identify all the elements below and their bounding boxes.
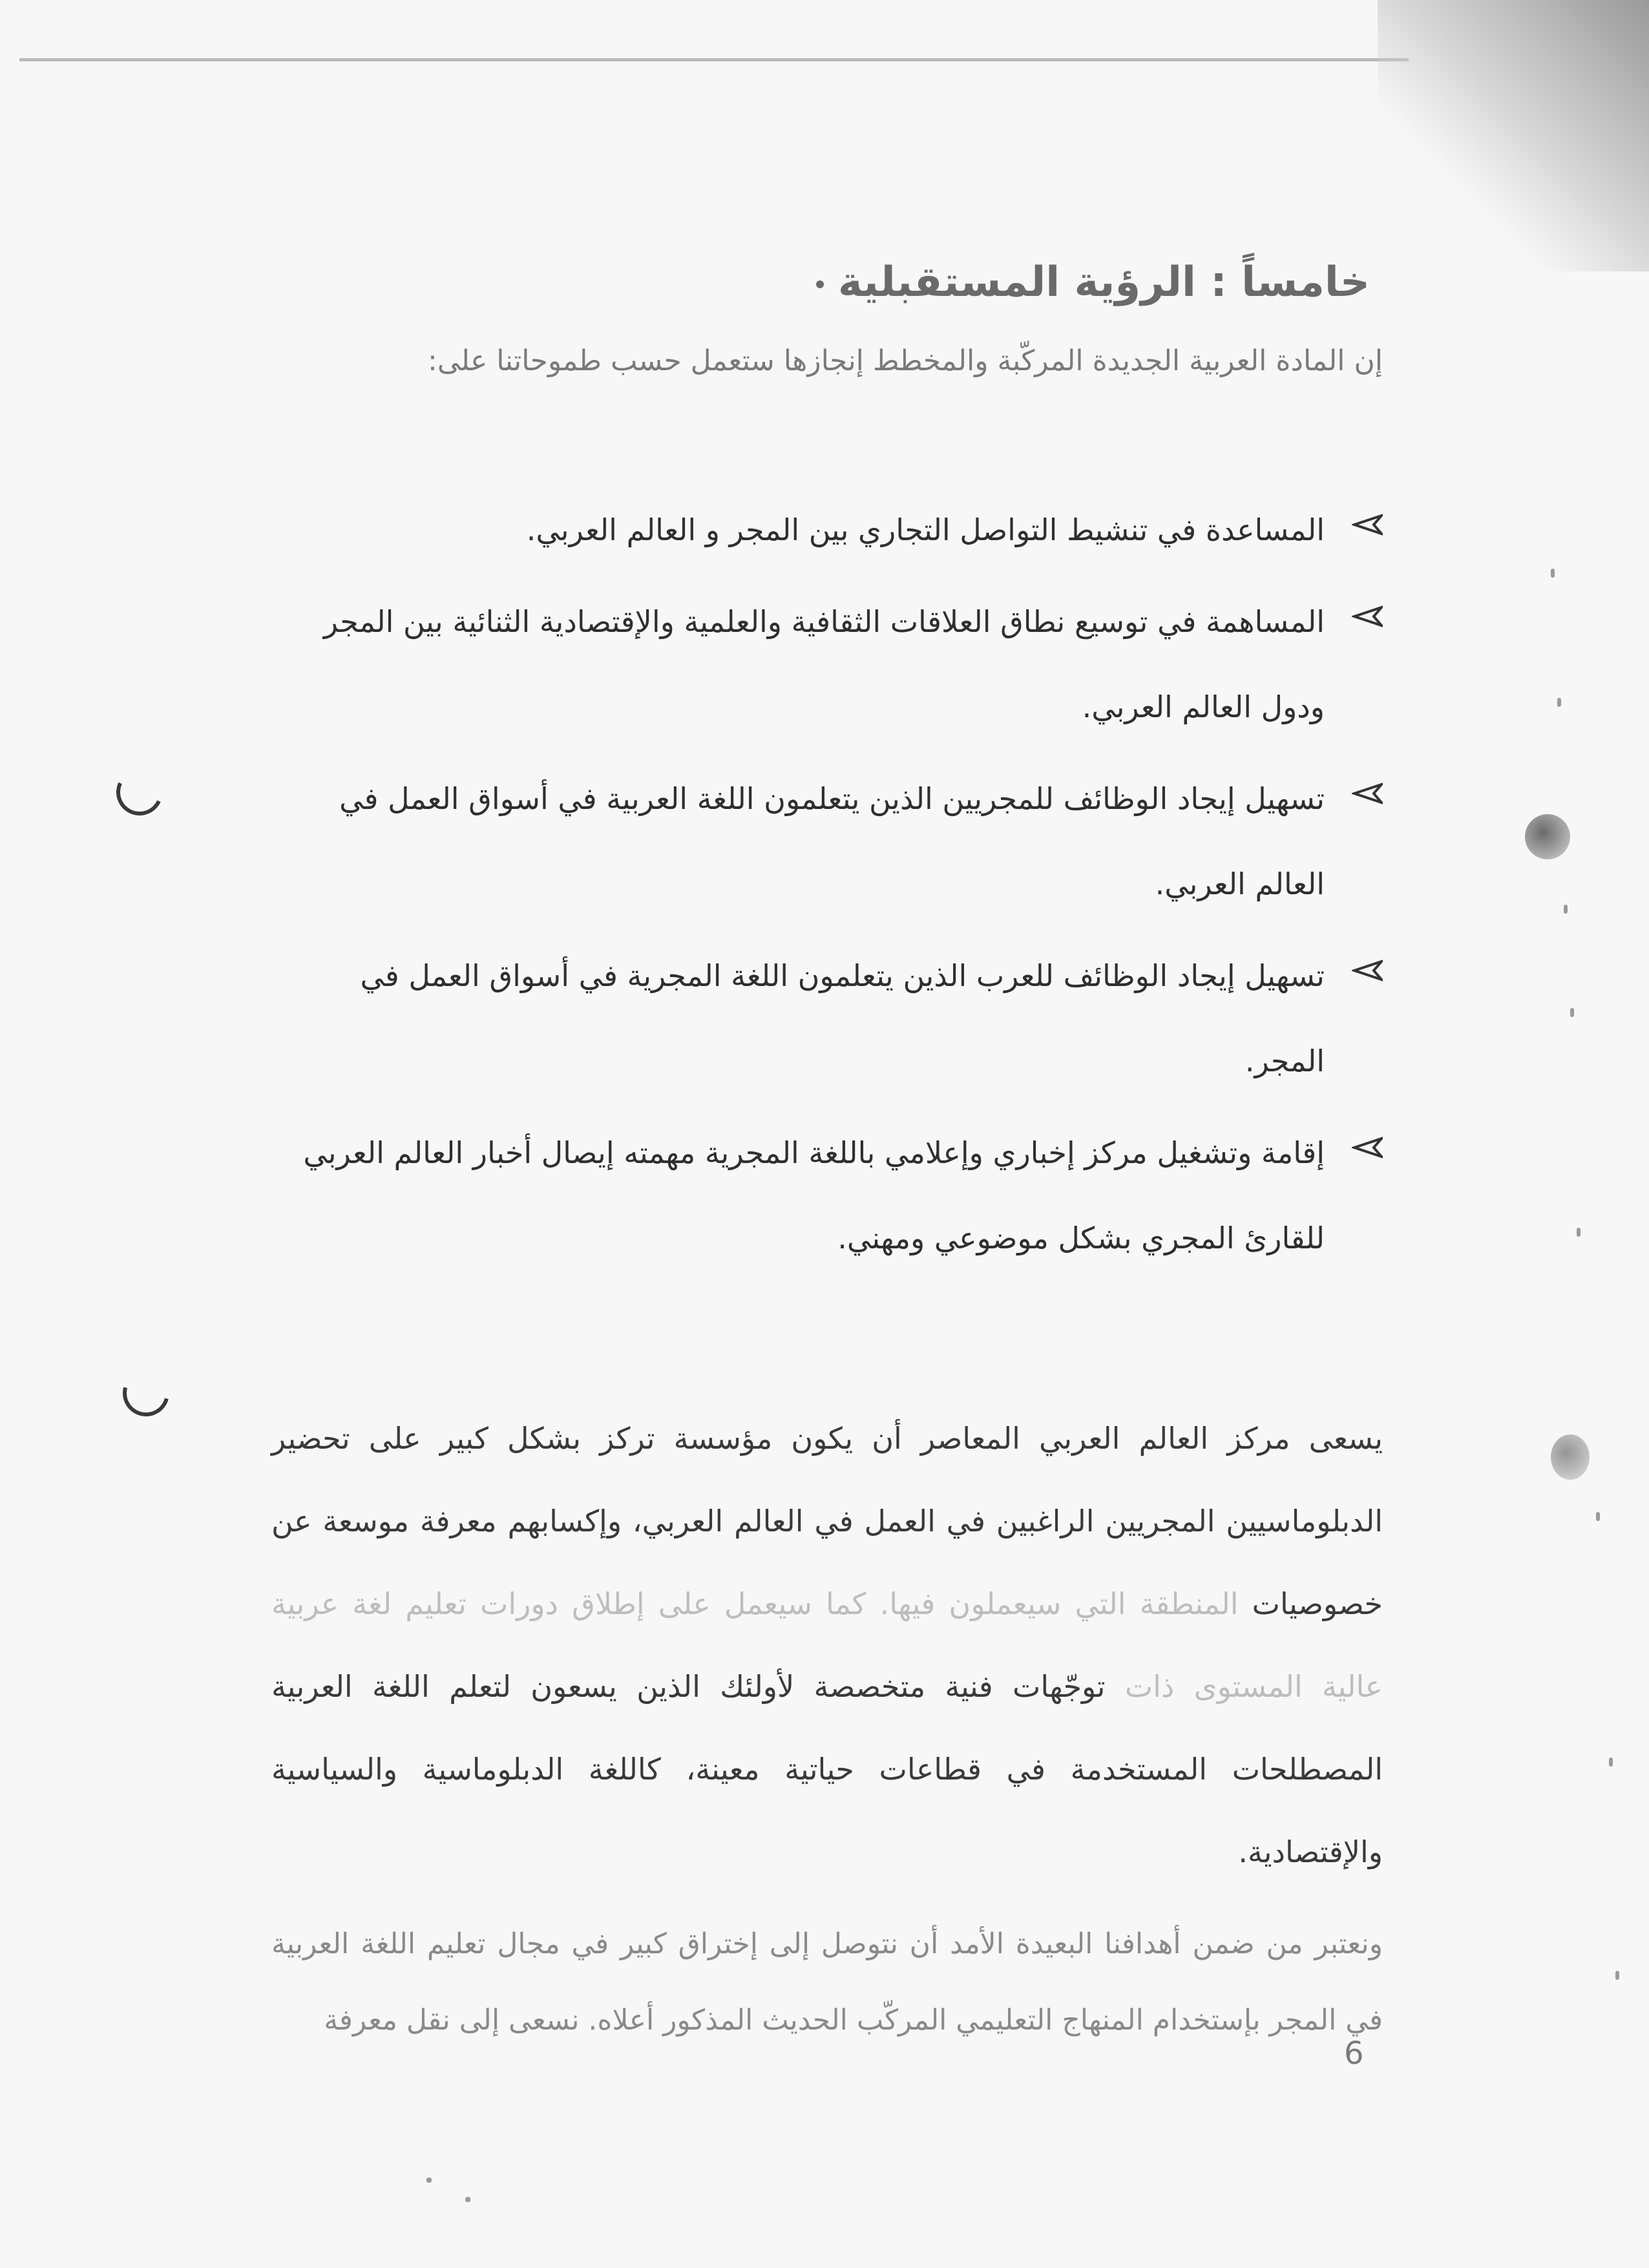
- binder-hole-mark: [114, 1361, 178, 1425]
- body-paragraph: ونعتبر من ضمن أهدافنا البعيدة الأمد أن نتوصل إلى إختراق كبير في مجال تعليم اللغة العربية في المجر بإستخدام المنهاج التعليمي المركّب الحديث المذكور أعلاه. نسعى إلى نقل معرفة: [271, 1927, 1383, 2037]
- objective-text: تسهيل إيجاد الوظائف للعرب الذين يتعلمون اللغة المجرية في أسواق العمل في المجر.: [360, 958, 1325, 1078]
- scan-speck: [465, 2197, 470, 2202]
- page-number: 6: [1344, 2035, 1364, 2072]
- body-paragraph: [271, 1397, 1383, 1893]
- heading-bullet-icon: [816, 280, 824, 288]
- scan-speck: [1570, 1008, 1574, 1017]
- top-rule: [19, 58, 1409, 61]
- objective-text: تسهيل إيجاد الوظائف للمجريين الذين يتعلمون اللغة العربية في أسواق العمل في العالم العربي.: [339, 781, 1325, 901]
- paragraph-text: يسعى مركز العالم العربي المعاصر أن يكون مؤسسة تركز بشكل كبير على تحضير الدبلوماسيين المجريين الراغبين في العمل في العالم العربي، وإكسابهم معرفة موسعة عن خصوصيات: [271, 1421, 1383, 1621]
- scan-speck: [1557, 698, 1561, 707]
- objective-text: إقامة وتشغيل مركز إخباري وإعلامي باللغة المجرية مهمته إيصال أخبار العالم العربي للقارئ المجري بشكل موضوعي ومهني.: [303, 1135, 1325, 1255]
- scan-speck: [426, 2178, 432, 2183]
- objective-text: المساهمة في توسيع نطاق العلاقات الثقافية والعلمية والإقتصادية الثنائية بين المجر ودول العالم العربي.: [323, 604, 1325, 724]
- faded-text: المنطقة التي سيعملون فيها. كما سيعمل على إطلاق دورات تعليم لغة عربية عالية المستوى ذات: [271, 1586, 1383, 1704]
- list-item: [271, 756, 1383, 927]
- folded-corner-shadow: [1378, 0, 1649, 271]
- heading-text: خامساً : الرؤية المستقبلية: [837, 258, 1370, 306]
- scan-speck: [1564, 905, 1568, 914]
- punch-hole: [1525, 814, 1570, 859]
- arrow-bullet-icon: [1352, 1136, 1383, 1159]
- list-item: [271, 933, 1383, 1104]
- arrow-bullet-icon: [1352, 605, 1383, 628]
- punch-hole: [1551, 1434, 1590, 1480]
- objective-text: المساعدة في تنشيط التواصل التجاري بين المجر و العالم العربي.: [526, 512, 1325, 547]
- list-item: [271, 579, 1383, 750]
- list-item: [271, 487, 1383, 572]
- document-body: [271, 258, 1383, 2059]
- scan-speck: [1596, 1512, 1600, 1521]
- arrow-bullet-icon: [1352, 782, 1383, 805]
- binder-hole-mark: [110, 762, 169, 822]
- scan-speck: [1609, 1758, 1613, 1767]
- arrow-bullet-icon: [1352, 513, 1383, 536]
- paragraph-text: توجّهات فنية متخصصة لأولئك الذين يسعون لتعلم اللغة العربية المصطلحات المستخدمة في قطاعات حياتية معينة، كاللغة الدبلوماسية والسياسية والإقتصادية.: [271, 1669, 1383, 1869]
- intro-sentence: إن المادة العربية الجديدة المركّبة والمخطط إنجازها ستعمل حسب طموحاتنا على:: [428, 344, 1383, 377]
- scan-speck: [1551, 569, 1555, 578]
- section-heading: [271, 258, 1383, 306]
- scan-speck: [1577, 1228, 1581, 1237]
- arrow-bullet-icon: [1352, 959, 1383, 982]
- list-item: [271, 1110, 1383, 1281]
- objectives-list: [271, 487, 1383, 1281]
- scan-speck: [1615, 1971, 1619, 1980]
